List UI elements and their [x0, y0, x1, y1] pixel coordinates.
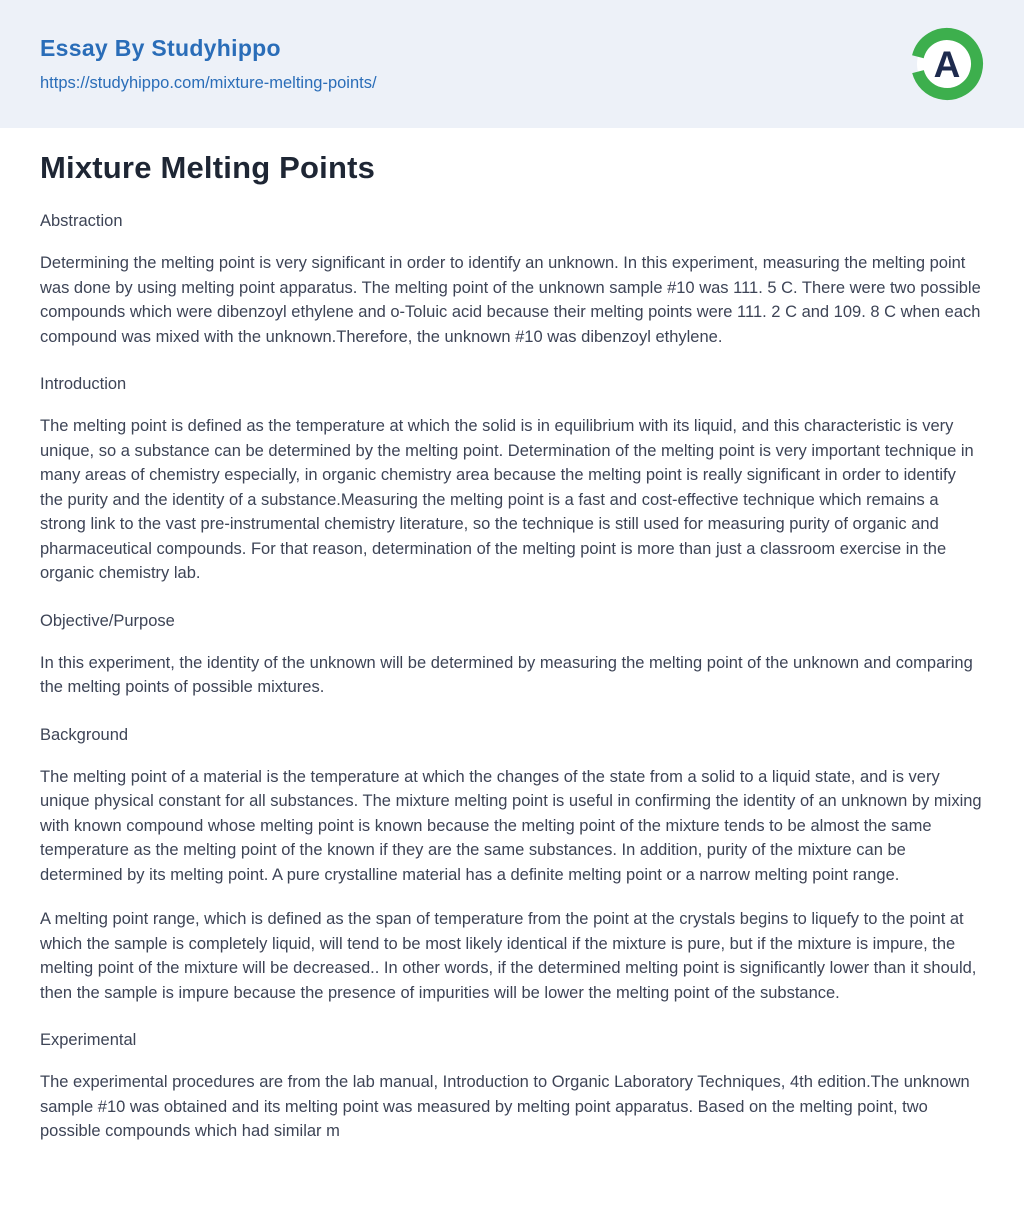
- section-objective-purpose: [40, 612, 982, 700]
- paragraph: A melting point range, which is defined as the span of temperature from the point at the crystals begins to liquefy to the point at which the sample is completely liquid, will tend to be most likely identical if the mixture is pure, but if the mixture is impure, the melting point of the mixture will be decreased.. In other words, if the determined melting point is significantly lower than it should, then the sample is impure because the presence of impurities will be lower the melting point of the substance.: [40, 910, 977, 1002]
- section-background: [40, 726, 982, 1006]
- section-heading: Objective/Purpose: [40, 611, 175, 630]
- page-title: Mixture Melting Points: [40, 150, 376, 185]
- section-heading: Background: [40, 725, 129, 744]
- logo-letter: A: [933, 44, 961, 85]
- paragraph: The experimental procedures are from the lab manual, Introduction to Organic Laboratory Techniques, 4th edition.The unknown sample #10 was obtained and its melting point was measured by melting point apparatus. Based on the melting point, two possible compounds which had similar m: [40, 1073, 970, 1140]
- section-heading: Introduction: [40, 375, 127, 393]
- paragraph: The melting point is defined as the temperature at which the solid is in equilibrium with its liquid, and this characteristic is very unique, so a substance can be determined by the melting point. Determination of the melting point is very important technique in many areas of chemistry especially, in organic chemistry area because the melting point is really significant in order to identify the purity and the identity of a substance.Measuring the melting point is a fast and cost-effective technique which remains a strong link to the vast pre-instrumental chemistry literature, so the technique is still used for measuring purity of organic and pharmaceutical compounds. For that reason, determination of the melting point is more than just a classroom exercise in the organic chemistry lab.: [40, 417, 974, 582]
- section-heading: Abstraction: [40, 212, 123, 230]
- section-experimental: [40, 1031, 982, 1144]
- paragraph: The melting point of a material is the temperature at which the changes of the state from a solid to a liquid state, and is very unique physical constant for all substances. The mixture melting point is useful in confirming the identity of an unknown by mixing with known compound whose melting point is known because the melting point of the mixture tends to be almost the same temperature as the melting point of the known if they are the same substances. In addition, purity of the mixture can be determined by its melting point. A pure crystalline material has a definite melting point or a narrow melting point range.: [40, 767, 982, 884]
- logo-a-icon: [910, 27, 984, 101]
- section-introduction: [40, 375, 982, 586]
- header-text-block: [40, 35, 377, 93]
- paragraph: In this experiment, the identity of the unknown will be determined by measuring the melting point of the unknown and comparing the melting points of possible mixtures.: [40, 653, 973, 696]
- section-abstraction: [40, 212, 982, 349]
- page-header: [0, 0, 1024, 128]
- studyhippo-logo: [910, 27, 984, 101]
- source-url-link[interactable]: https://studyhippo.com/mixture-melting-points/: [40, 74, 377, 92]
- site-title: Essay By Studyhippo: [40, 35, 281, 61]
- essay-content: [0, 128, 1024, 1174]
- section-heading: Experimental: [40, 1031, 137, 1049]
- paragraph: Determining the melting point is very significant in order to identify an unknown. In this experiment, measuring the melting point was done by using melting point apparatus. The melting point of the unknown sample #10 was 111. 5 C. There were two possible compounds which were dibenzoyl ethylene and o-Toluic acid because their melting points were 111. 2 C and 109. 8 C when each compound was mixed with the unknown.Therefore, the unknown #10 was dibenzoyl ethylene.: [40, 254, 981, 346]
